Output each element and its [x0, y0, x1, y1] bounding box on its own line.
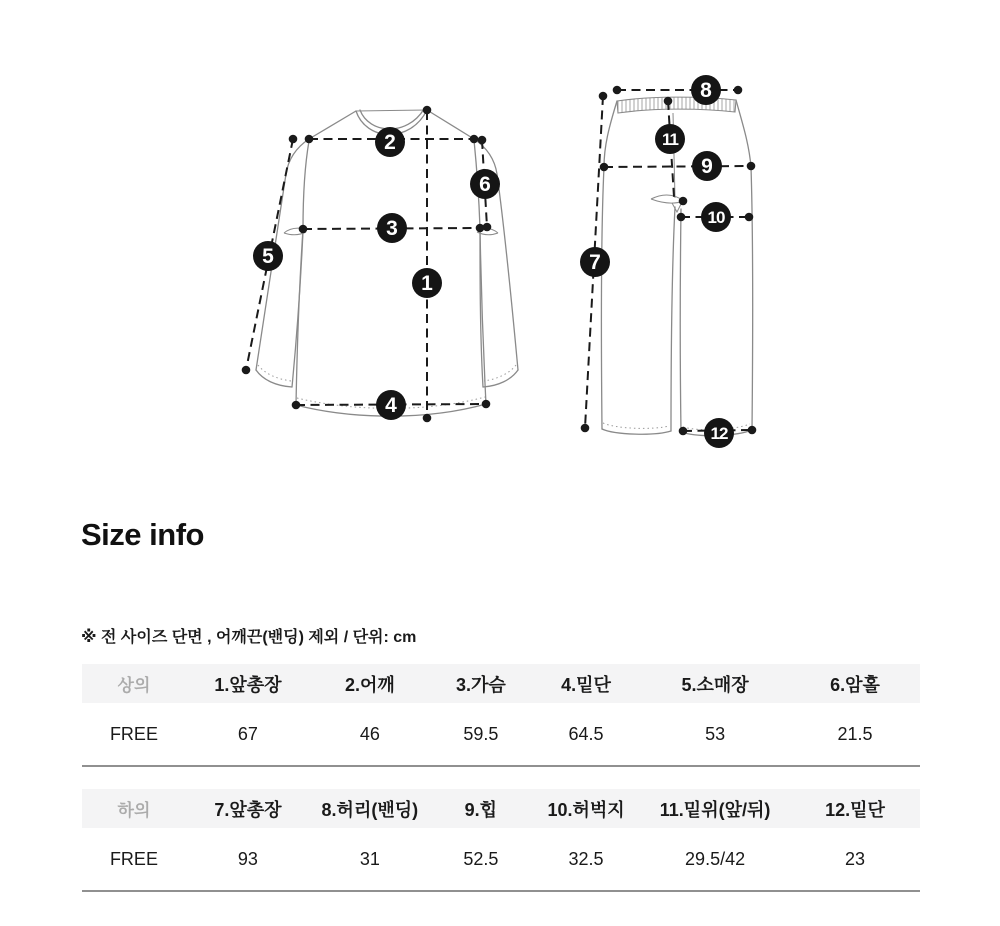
column-header: 5.소매장 — [681, 674, 749, 695]
marker-label: 3 — [386, 217, 398, 240]
size-label: FREE — [109, 848, 158, 869]
size-value: 93 — [237, 848, 258, 869]
size-value: 32.5 — [568, 848, 604, 869]
bottom-table-header-row — [82, 789, 920, 828]
marker-label: 7 — [589, 251, 601, 274]
marker-label: 10 — [707, 208, 725, 227]
bottom-table-data-row — [82, 828, 920, 892]
measure-marker-1 — [412, 268, 442, 298]
marker-label: 11 — [662, 130, 678, 149]
size-value: 21.5 — [837, 723, 873, 744]
top-table-data-row — [82, 703, 920, 767]
column-header: 9.힙 — [464, 799, 498, 820]
marker-label: 2 — [384, 131, 396, 154]
column-header: 11.밑위(앞/뒤) — [659, 799, 771, 820]
measure-marker-5 — [253, 241, 283, 271]
size-value: 53 — [705, 723, 726, 744]
measure-marker-2 — [375, 127, 405, 157]
size-value: 23 — [845, 848, 866, 869]
measure-marker-11 — [655, 124, 685, 154]
size-note: ※ 전 사이즈 단면 , 어깨끈(밴딩) 제외 / 단위: cm — [81, 629, 417, 646]
column-header: 10.허벅지 — [547, 799, 625, 820]
size-value: 29.5/42 — [685, 848, 746, 869]
row-label-top: 상의 — [117, 676, 151, 695]
measure-marker-12 — [704, 418, 734, 448]
size-value: 67 — [237, 723, 258, 744]
column-header: 7.앞총장 — [214, 799, 282, 820]
measure-marker-8 — [691, 75, 721, 105]
marker-label: 4 — [385, 394, 397, 417]
measure-marker-10 — [701, 202, 731, 232]
column-header: 4.밑단 — [561, 674, 611, 695]
size-value: 31 — [359, 848, 380, 869]
size-value: 46 — [359, 723, 380, 744]
column-header: 1.앞총장 — [214, 674, 282, 695]
marker-label: 12 — [710, 424, 728, 443]
size-value: 59.5 — [463, 723, 499, 744]
column-header: 8.허리(밴딩) — [321, 799, 419, 820]
size-value: 52.5 — [463, 848, 499, 869]
size-value: 64.5 — [568, 723, 604, 744]
marker-label: 8 — [700, 79, 712, 102]
page-title: Size info — [81, 517, 204, 552]
measure-marker-6 — [470, 169, 500, 199]
measure-marker-7 — [580, 247, 610, 277]
size-label: FREE — [109, 723, 158, 744]
column-header: 12.밑단 — [825, 799, 885, 820]
row-label-bottom: 하의 — [117, 801, 151, 820]
column-header: 2.어깨 — [344, 674, 395, 695]
measure-marker-3 — [377, 213, 407, 243]
marker-label: 9 — [701, 155, 713, 178]
column-header: 3.가슴 — [455, 674, 506, 695]
marker-label: 6 — [479, 173, 491, 196]
top-size-table — [82, 664, 920, 767]
measure-marker-9 — [692, 151, 722, 181]
marker-label: 1 — [421, 272, 433, 295]
measure-marker-4 — [376, 390, 406, 420]
top-table-header-row — [82, 664, 920, 703]
marker-label: 5 — [262, 245, 274, 268]
bottom-size-table — [82, 789, 920, 892]
column-header: 6.암홀 — [830, 674, 880, 695]
